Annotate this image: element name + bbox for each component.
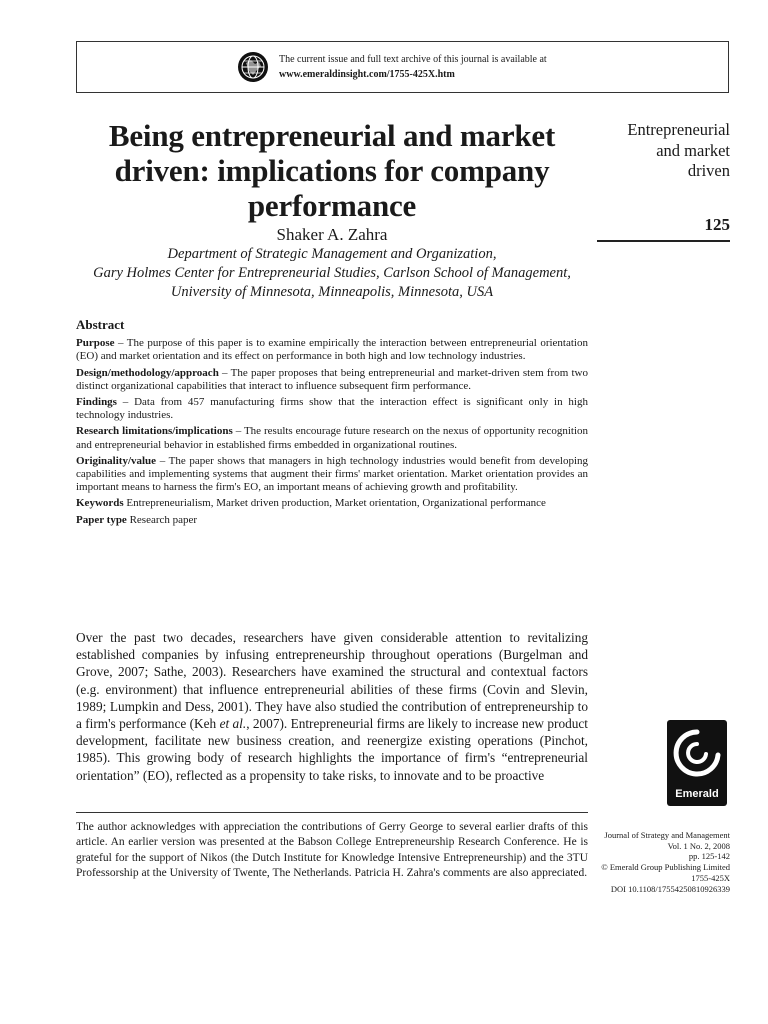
abstract-findings — [76, 396, 588, 422]
journal-pages: pp. 125-142 — [688, 851, 730, 862]
sidebar-divider — [597, 240, 730, 242]
globe-icon — [237, 51, 269, 83]
section-text: – The paper shows that managers in high technology industries would benefit from developing capabilities and implementing systems that augment their firms' market orientation. Market orientation provides an important means to harness the firm's EO, an important means of achieving growth and profitability. — [76, 454, 588, 494]
journal-copyright: © Emerald Group Publishing Limited — [601, 862, 730, 873]
abstract-purpose — [76, 337, 588, 363]
affiliation-line: University of Minnesota, Minneapolis, Minnesota, USA — [170, 284, 494, 300]
section-text: – Data from 457 manufacturing firms show that the interaction effect is significant only in high technology industries. — [76, 396, 588, 422]
section-text: Entrepreneurialism, Market driven production, Market orientation, Organizational performance — [123, 497, 546, 510]
running-title-line: and market — [656, 140, 730, 160]
author-name: Shaker A. Zahra — [276, 225, 388, 244]
page-number: 125 — [704, 215, 730, 234]
affiliation-line: Gary Holmes Center for Entrepreneurial Studies, Carlson School of Management, — [93, 265, 571, 281]
affiliation-line: Department of Strategic Management and Organization, — [167, 246, 497, 262]
footnote-divider — [76, 812, 588, 813]
section-label: Research limitations/implications — [76, 425, 233, 438]
section-label: Design/methodology/approach — [76, 366, 219, 379]
abstract-originality — [76, 455, 588, 495]
abstract — [76, 318, 588, 530]
section-label: Findings — [76, 396, 117, 409]
section-label: Keywords — [76, 497, 124, 510]
acknowledgement-footnote: The author acknowledges with appreciation the contributions of Gerry George to several earlier drafts of this article. An earlier version was presented at the Babson College Entrepreneurship Research Conference. He is grateful for the support of Nikos (the Dutch Institute for Knowledge Intensive Entrepreneurship) and the 3TU Professorship at the University of Twente, The Netherlands. Patricia H. Zahra's comments are also appreciated. — [76, 821, 588, 879]
journal-volume: Vol. 1 No. 2, 2008 — [667, 840, 730, 851]
journal-name: Journal of Strategy and Management — [604, 830, 730, 840]
section-text: – The results encourage future research on the nexus of opportunity recognition and entrepreneurial behavior in established firms embedded in organizational routines. — [76, 425, 588, 451]
abstract-keywords — [76, 497, 588, 510]
running-title — [627, 120, 730, 182]
body-text-part: Over the past two decades, researchers have given considerable attention to revitalizing established companies by infusing entrepreneurship throughout operations (Burgelman and Grove, 2007; Sathe, 2003). Researchers have examined the structural and contextual factors (e.g. environment) that influence entrepreneurial abilities of these firms (Covin and Slevin, 1989; Lumpkin and Dess, 2001). They have also studied the contribution of entrepreneurship to a firm's performance (Keh — [76, 630, 588, 732]
section-text: – The purpose of this paper is to examine empirically the interaction between entrepreneurial orientation (EO) and market orientation and its effect on performance in both high and low technology industries. — [76, 337, 588, 363]
section-text: – The paper proposes that being entrepreneurial and market-driven stem from two distinct organizational capabilities that interact to influence subsequent firm performance. — [76, 366, 588, 392]
running-title-line: Entrepreneurial — [627, 120, 730, 139]
abstract-heading: Abstract — [76, 317, 125, 332]
journal-url-link[interactable]: www.emeraldinsight.com/1755-425X.htm — [279, 69, 455, 80]
abstract-paper-type — [76, 514, 588, 527]
intro-paragraph — [76, 629, 588, 784]
logo-wordmark: Emerald — [675, 788, 719, 800]
abstract-design — [76, 367, 588, 393]
abstract-limitations — [76, 425, 588, 451]
journal-citation — [580, 830, 730, 894]
journal-issn: 1755-425X — [691, 872, 730, 883]
emerald-logo — [667, 720, 727, 806]
emerald-swirl-icon — [667, 724, 727, 788]
section-label: Purpose — [76, 337, 115, 350]
body-text-italic: et al. — [219, 716, 247, 732]
section-label: Paper type — [76, 513, 127, 526]
availability-text: The current issue and full text archive of this journal is available at — [279, 54, 547, 65]
journal-doi: DOI 10.1108/17554250810926339 — [610, 883, 730, 894]
running-title-line: driven — [687, 161, 730, 180]
journal-availability-banner — [76, 41, 729, 93]
body-text-part: , 2007). Entrepreneurial firms are likely to increase new product development, facilitate new business creation, and reenergize existing operations (Pinchot, 1985). This growing body of research highlights the importance of firm's “entrepreneurial orientation” (EO), reflected as a propensity to take risks, to innovate and to be proactive — [76, 716, 588, 783]
article-title: Being entrepreneurial and market driven: implications for company performance — [108, 118, 556, 223]
section-label: Originality/value — [76, 454, 157, 467]
section-text: Research paper — [126, 513, 198, 526]
author-affiliation — [60, 245, 604, 302]
